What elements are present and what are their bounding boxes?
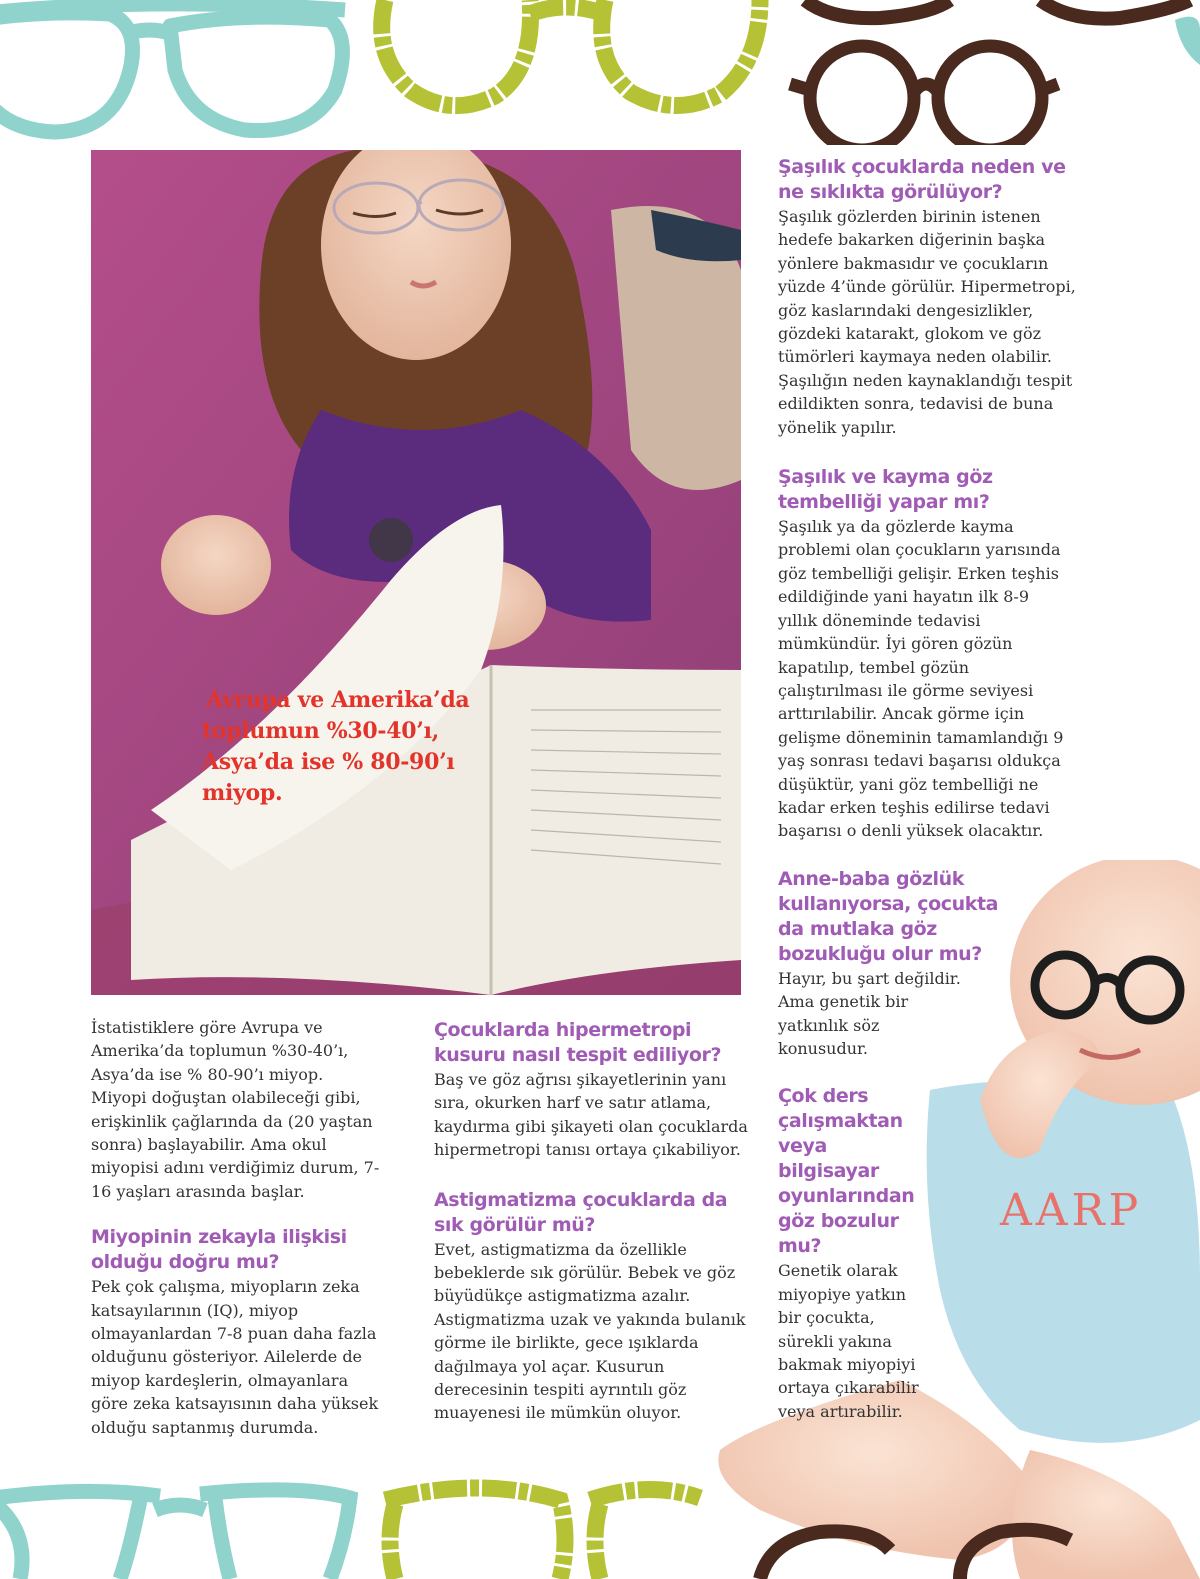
section-body: Pek çok çalışma, miyopların zeka katsayılarının (IQ), miyop olmayanlardan 7-8 puan daha fazla olduğunu gösteriyor. Ailelerde de miyop kardeşlerin, olmayanlara göre zeka katsayısının daha yüksek olduğu saptanmış durumda.	[91, 1277, 379, 1437]
section-heading: Anne-baba gözlük kullanıyorsa, çocukta da mutlaka göz bozukluğu olur mu?	[778, 867, 999, 965]
section-heading: Astigmatizma çocuklarda da sık görülür mü?	[434, 1188, 728, 1236]
section-heading: Şaşılık ve kayma göz tembelliği yapar mı?	[778, 466, 993, 514]
section-heading: Çok ders çalışmaktan veya bilgisayar oyunlarından göz bozulur mu?	[778, 1085, 915, 1258]
column-1	[91, 1016, 391, 1439]
section-heading: Miyopinin zekayla ilişkisi olduğu doğru mu?	[91, 1226, 347, 1274]
baby-shirt-text: AARP	[1000, 1185, 1143, 1236]
top-glasses-decor	[0, 0, 1200, 145]
lime-glasses-icon	[385, 1488, 700, 1579]
lime-glasses-icon	[382, 0, 760, 106]
teal-glasses-icon	[0, 4, 345, 132]
section-body: Evet, astigmatizma da özellikle bebeklerde sık görülür. Bebek ve göz büyüdükçe astigmatizma azalır. Astigmatizma uzak ve yakında bulanık görme ile birlikte, gece ışıklarda dağılmaya yol açar. Kusurun derecesinin tespiti ayrıntılı göz muayenesi ile mümkün oluyor.	[434, 1239, 746, 1423]
pull-quote-line: Avrupa ve Amerika’da	[206, 687, 470, 713]
section-body: Genetik olarak miyopiye yatkın bir çocukta, sürekli yakına bakmak miyopiyi ortaya çıkarabilir veya artırabilir.	[778, 1261, 919, 1421]
intro-paragraph: İstatistiklere göre Avrupa ve Amerika’da toplumun %30-40’ı, Asya’da ise % 80-90’ı miyop. Miyopi doğuştan olabileceği gibi, erişkinlik çağlarında da (20 yaştan sonra) başlayabilir. Ama okul miyopisi adını verdiğimiz durum, 7-16 yaşları arasında başlar.	[91, 1018, 380, 1201]
section-heading: Şaşılık çocuklarda neden ve ne sıklıkta görülüyor?	[778, 156, 1066, 203]
pull-quote-line: toplumun %30-40’ı,	[202, 718, 440, 744]
girl-reading-photo	[91, 150, 741, 995]
bottom-glasses-decor	[0, 1470, 1200, 1579]
brown-round-glasses-icon	[805, 0, 1190, 19]
pull-quote-line: miyop.	[202, 780, 283, 806]
section-body: Hayır, bu şart değildir. Ama genetik bir yatkınlık söz konusudur.	[778, 968, 961, 1058]
teal-glasses-icon	[0, 1490, 350, 1579]
column-2	[434, 1018, 764, 1425]
column-3	[778, 155, 1098, 1423]
section-body: Şaşılık ya da gözlerde kayma problemi olan çocukların yarısında göz tembelliği gelişir. Erken teşhis edildiğinde yani hayatın ilk 8-9 yıllık döneminde tedavisi mümkündür. İyi gören gözün kapatılıp, tembel gözün çalıştırılması ile görme seviyesi arttırılabilir. Ancak görme için gelişme döneminin tamamlandığı 9 yaş sonrası tedavi başarısı oldukça düşüktür, yani göz tembelliği ne kadar erken teşhis edilirse tedavi başarısı o denli yüksek olacaktır.	[778, 517, 1064, 841]
section-body: Şaşılık gözlerden birinin istenen hedefe bakarken diğerinin başka yönlere bakmasıdır ve çocukların yüzde 4’ünde görülür. Hipermetropi, göz kaslarındaki dengesizlikler, gözdeki katarakt, glokom ve göz tümörleri kaymaya neden olabilir. Şaşılığın neden kaynaklandığı tespit edildikten sonra, tedavisi de buna yönelik yapılır.	[778, 207, 1076, 437]
pull-quote-line: Asya’da ise % 80-90’ı	[202, 749, 455, 775]
section-heading: Çocuklarda hipermetropi kusuru nasıl tespit ediliyor?	[434, 1019, 722, 1066]
brown-round-glasses-icon	[790, 46, 1058, 145]
brown-round-glasses-icon	[760, 1530, 1070, 1579]
pull-quote	[202, 685, 602, 809]
section-body: Baş ve göz ağrısı şikayetlerinin yanı sıra, okurken harf ve satır atlama, kaydırma gibi şikayeti olan çocuklarda hipermetropi tanısı ortaya çıkabiliyor.	[434, 1070, 748, 1160]
